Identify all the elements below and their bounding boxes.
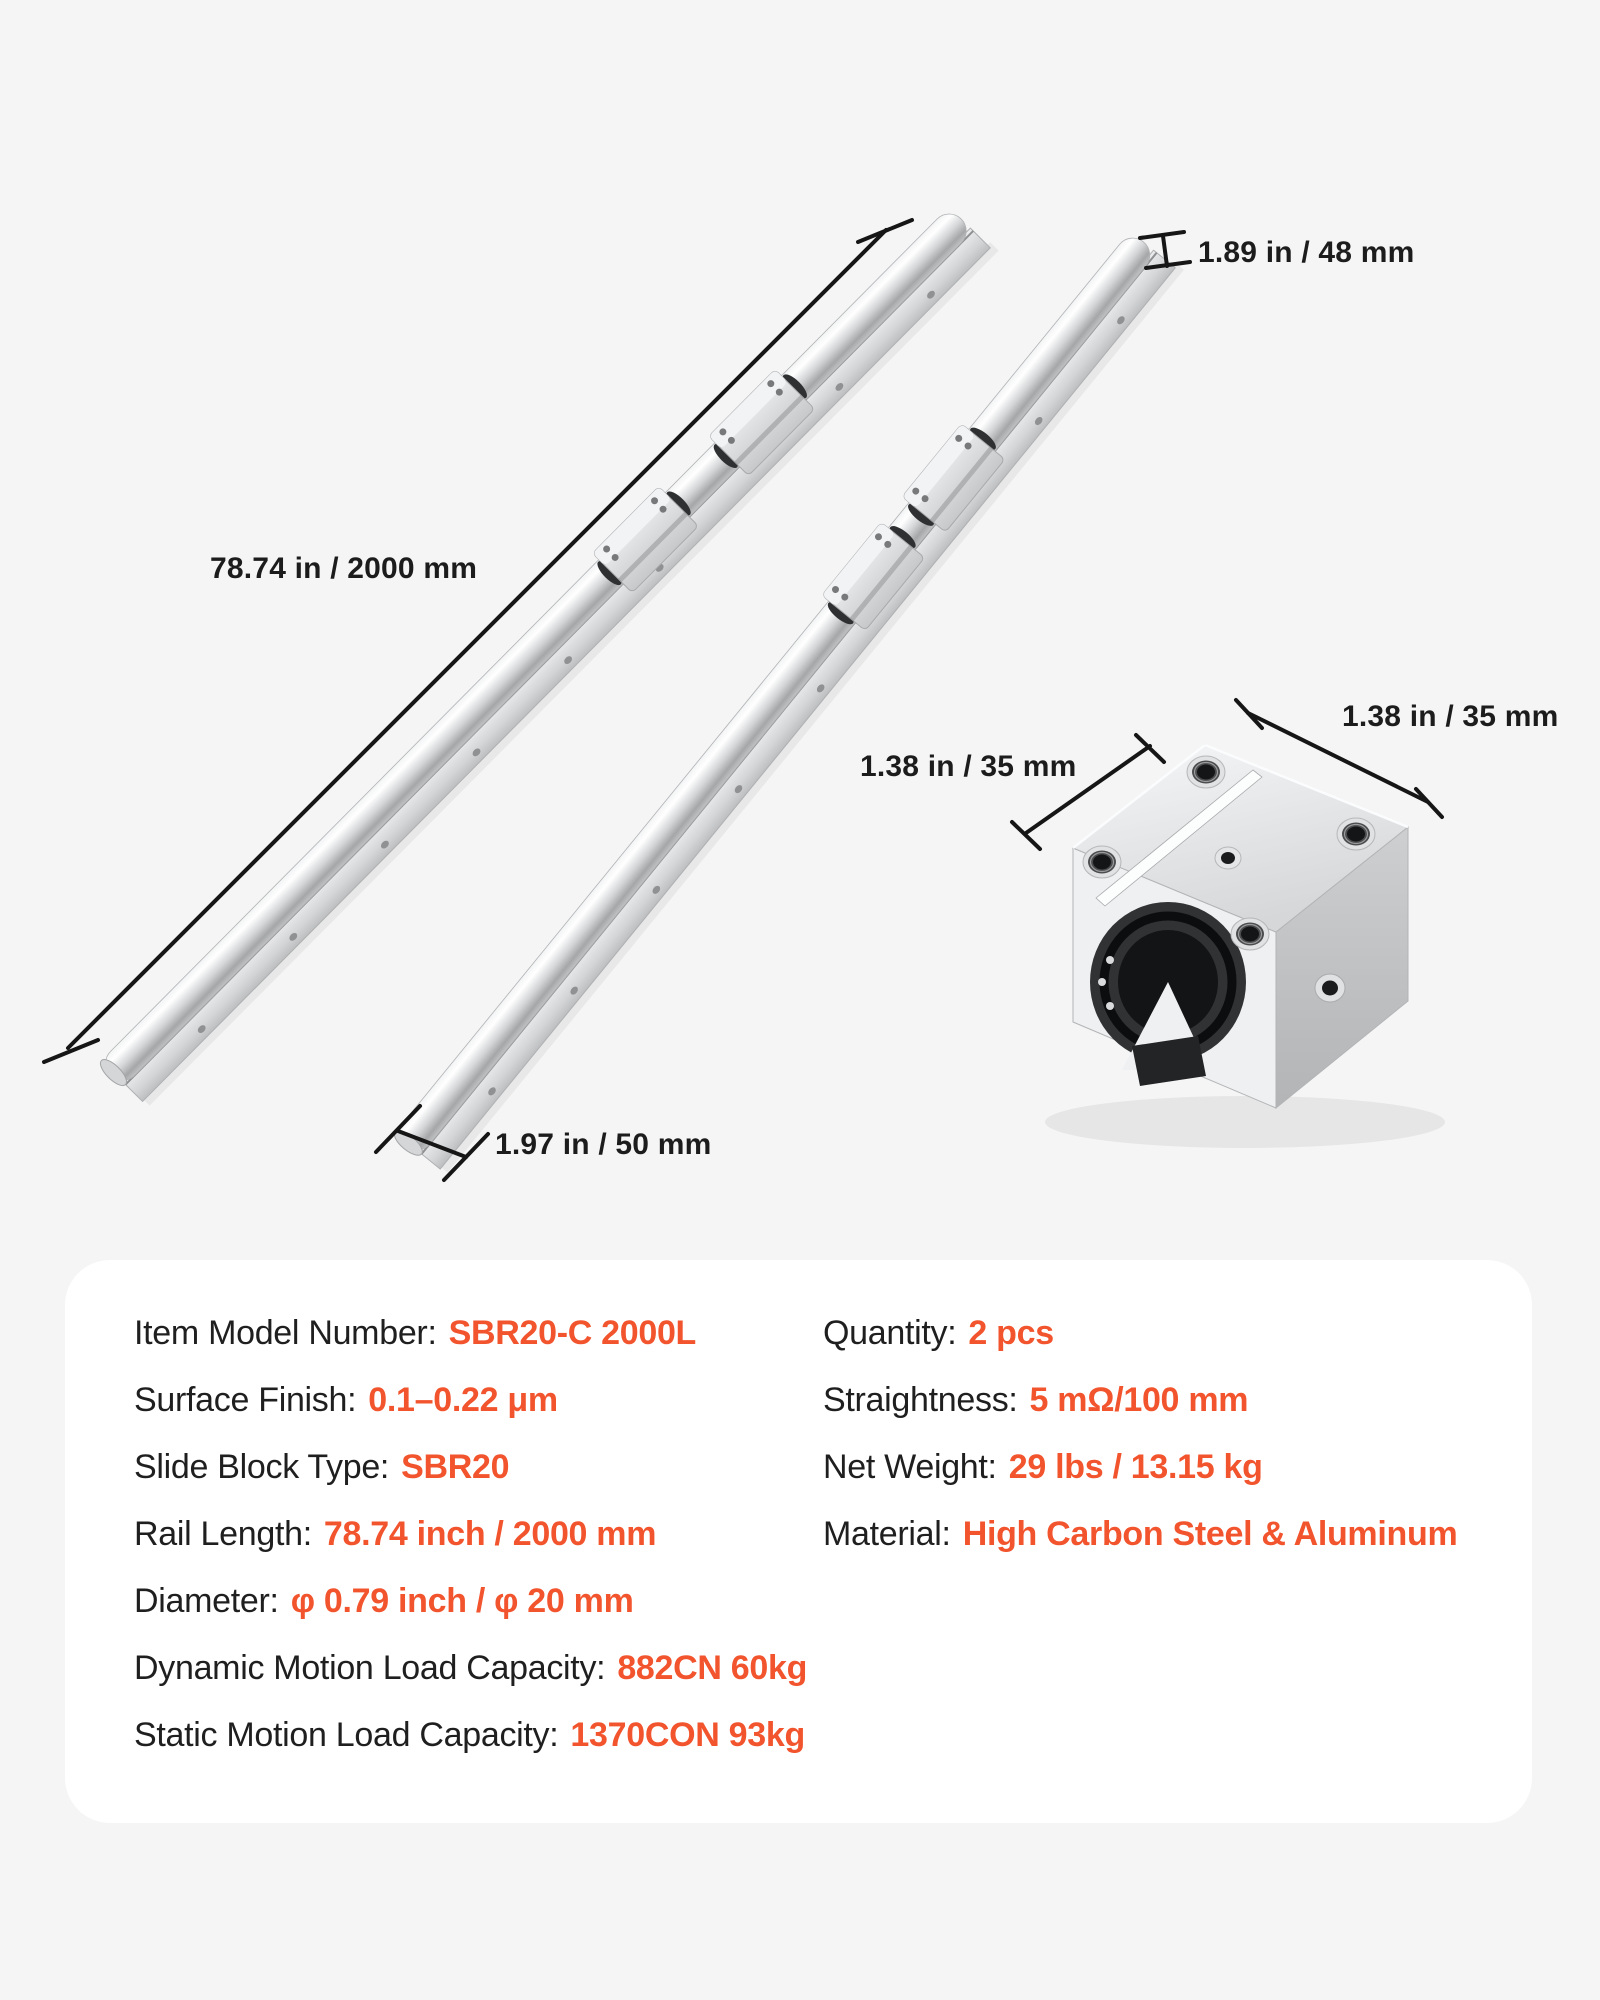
spec-label: Rail Length: — [134, 1515, 312, 1553]
spec-value: 29 lbs / 13.15 kg — [1008, 1448, 1263, 1486]
dim-label-rail-width: 1.97 in / 50 mm — [495, 1128, 712, 1161]
dim-label-block-width: 1.38 in / 35 mm — [860, 750, 1077, 783]
dim-label-block-length: 1.38 in / 35 mm — [1342, 700, 1559, 733]
spec-label: Static Motion Load Capacity: — [134, 1716, 559, 1754]
spec-row-net-weight — [823, 1434, 1457, 1501]
spec-column-left — [134, 1300, 807, 1769]
spec-label: Diameter: — [134, 1582, 279, 1620]
top-center-hole — [1215, 847, 1241, 869]
spec-label: Surface Finish: — [134, 1381, 357, 1419]
spec-value: High Carbon Steel & Aluminum — [962, 1515, 1458, 1553]
spec-value: SBR20 — [401, 1448, 510, 1486]
spec-label: Quantity: — [823, 1314, 957, 1352]
spec-value: 78.74 inch / 2000 mm — [323, 1515, 657, 1553]
dim-label-rail-length: 78.74 in / 2000 mm — [210, 552, 478, 585]
spec-row-static-load — [134, 1702, 807, 1769]
spec-value: 2 pcs — [968, 1314, 1054, 1352]
spec-row-quantity — [823, 1300, 1457, 1367]
spec-value: 0.1–0.22 μm — [368, 1381, 558, 1419]
side-hole — [1315, 974, 1345, 1002]
spec-column-right — [823, 1300, 1457, 1568]
spec-row-material — [823, 1501, 1457, 1568]
spec-value: 882CN 60kg — [617, 1649, 808, 1687]
spec-row-model — [134, 1300, 807, 1367]
dim-label-rail-height: 1.89 in / 48 mm — [1198, 236, 1415, 269]
spec-row-surface-finish — [134, 1367, 807, 1434]
spec-label: Net Weight: — [823, 1448, 997, 1486]
spec-label: Item Model Number: — [134, 1314, 437, 1352]
spec-label: Slide Block Type: — [134, 1448, 390, 1486]
spec-row-dynamic-load — [134, 1635, 807, 1702]
slide-block-render — [1045, 745, 1445, 1148]
spec-label: Dynamic Motion Load Capacity: — [134, 1649, 606, 1687]
spec-value: 5 mΩ/100 mm — [1029, 1381, 1249, 1419]
spec-value: 1370CON 93kg — [570, 1716, 805, 1754]
dim-line-rail-length — [44, 220, 912, 1062]
spec-row-diameter — [134, 1568, 807, 1635]
spec-label: Material: — [823, 1515, 951, 1553]
spec-row-slide-block-type — [134, 1434, 807, 1501]
spec-panel — [65, 1260, 1532, 1823]
spec-label: Straightness: — [823, 1381, 1018, 1419]
spec-row-straightness — [823, 1367, 1457, 1434]
spec-value: φ 0.79 inch / φ 20 mm — [290, 1582, 634, 1620]
spec-value: SBR20-C 2000L — [448, 1314, 697, 1352]
spec-row-rail-length — [134, 1501, 807, 1568]
